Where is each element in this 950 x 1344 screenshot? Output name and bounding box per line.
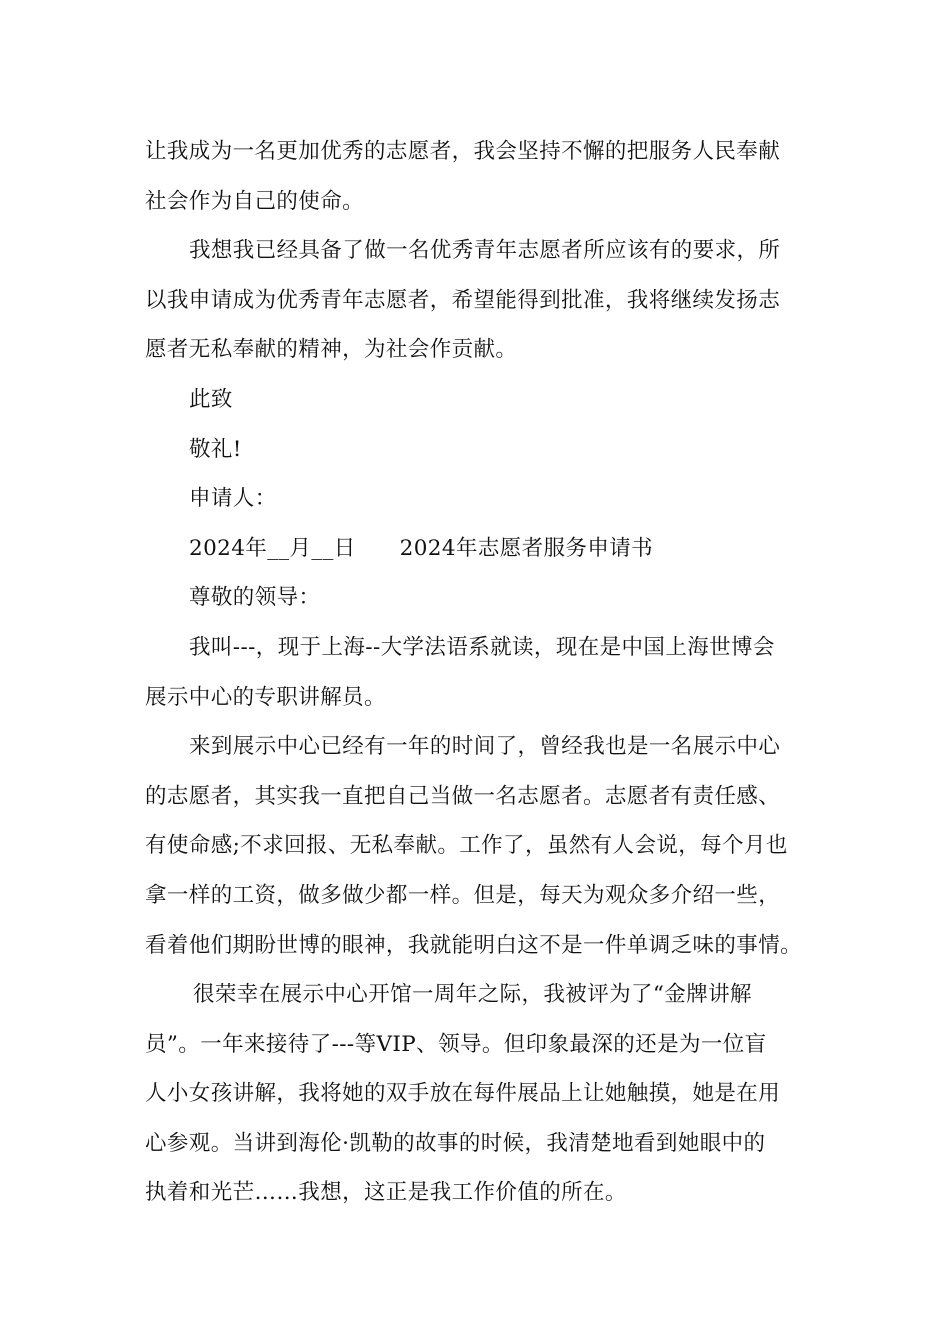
text-line: 以我申请成为优秀青年志愿者，希望能得到批准，我将继续发扬志 <box>145 287 781 313</box>
paragraph-start-line: 我想我已经具备了做一名优秀青年志愿者所应该有的要求，所 <box>189 238 781 264</box>
text-line: 拿一样的工资，做多做少都一样。但是，每天为观众多介绍一些， <box>145 882 781 908</box>
document-title: 2024年志愿者服务申请书 <box>399 535 654 561</box>
date-field: 2024年__月__日 <box>189 535 356 561</box>
text-line: 心参观。当讲到海伦·凯勒的故事的时候，我清楚地看到她眼中的 <box>145 1130 766 1156</box>
paragraph-start-line: 我叫---，现于上海--大学法语系就读，现在是中国上海世博会 <box>189 634 775 660</box>
text-line: 社会作为自己的使命。 <box>145 188 365 214</box>
text-line: 有使命感;不求回报、无私奉献。工作了，虽然有人会说，每个月也 <box>145 833 788 859</box>
text-line: 的志愿者，其实我一直把自己当做一名志愿者。志愿者有责任感、 <box>145 783 781 809</box>
text-line: 人小女孩讲解，我将她的双手放在每件展品上让她触摸，她是在用 <box>145 1081 781 1107</box>
applicant-label: 申请人： <box>189 486 277 512</box>
text-line: 执着和光芒……我想，这正是我工作价值的所在。 <box>145 1180 627 1206</box>
closing-salutation: 此致 <box>189 386 233 412</box>
text-line: 让我成为一名更加优秀的志愿者，我会坚持不懈的把服务人民奉献 <box>145 139 781 164</box>
paragraph-start-line: 来到展示中心已经有一年的时间了，曾经我也是一名展示中心 <box>189 734 781 760</box>
date-and-title-line <box>145 524 810 574</box>
text-line: 员”。一年来接待了---等VIP、领导。但印象最深的还是为一位盲 <box>145 1031 767 1057</box>
paragraph-start-line: 很荣幸在展示中心开馆一周年之际，我被评为了“金牌讲解 <box>193 982 752 1008</box>
document-body <box>145 127 810 1218</box>
greeting: 尊敬的领导： <box>189 585 321 611</box>
text-line: 展示中心的专职讲解员。 <box>145 684 386 710</box>
text-line: 愿者无私奉献的精神，为社会作贡献。 <box>145 337 518 363</box>
closing-regards: 敬礼! <box>189 436 242 462</box>
text-line: 看着他们期盼世博的眼神，我就能明白这不是一件单调乏味的事情。 <box>145 932 803 958</box>
